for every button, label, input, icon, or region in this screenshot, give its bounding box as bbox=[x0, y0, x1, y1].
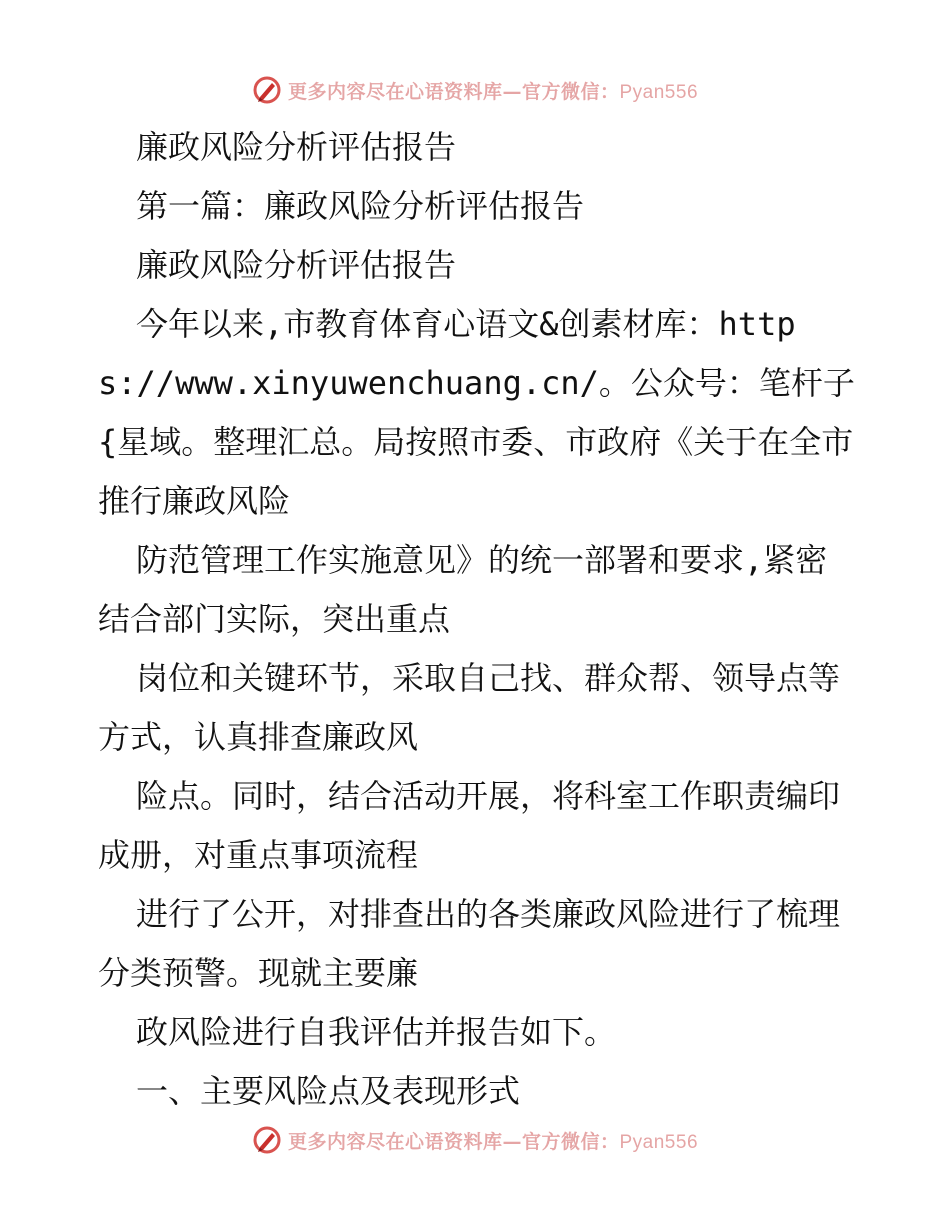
watermark-wechat-id: Pyan556 bbox=[619, 1131, 699, 1153]
watermark-text: 更多内容尽在心语资料库—官方微信： bbox=[287, 1130, 620, 1153]
watermark-label bbox=[288, 77, 698, 104]
watermark-header bbox=[0, 70, 950, 110]
document-body bbox=[98, 118, 858, 1121]
pen-in-circle-logo-icon bbox=[252, 1125, 282, 1155]
watermark-label bbox=[288, 1127, 698, 1154]
watermark-wechat-id: Pyan556 bbox=[619, 81, 699, 103]
body-paragraph: 进行了公开，对排查出的各类廉政风险进行了梳理分类预警。现就主要廉 bbox=[98, 895, 841, 992]
body-paragraph: 险点。同时，结合活动开展，将科室工作职责编印成册，对重点事项流程 bbox=[98, 777, 841, 874]
chapter-heading: 第一篇：廉政风险分析评估报告 bbox=[136, 187, 585, 225]
body-paragraph: 防范管理工作实施意见》的统一部署和要求,紧密结合部门实际，突出重点 bbox=[98, 541, 828, 638]
body-paragraph: 今年以来,市教育体育心语文&创素材库：https://www.xinyuwenchuang.cn/。公众号：笔杆子{星域。整理汇总。局按照市委、市政府《关于在全市推行廉政风险 bbox=[98, 305, 855, 520]
watermark-footer bbox=[0, 1120, 950, 1160]
doc-title: 廉政风险分析评估报告 bbox=[136, 128, 457, 166]
section-heading: 一、主要风险点及表现形式 bbox=[136, 1072, 521, 1110]
pen-in-circle-logo-icon bbox=[252, 75, 282, 105]
body-paragraph: 政风险进行自我评估并报告如下。 bbox=[136, 1013, 617, 1051]
body-paragraph: 岗位和关键环节，采取自己找、群众帮、领导点等方式，认真排查廉政风 bbox=[98, 659, 841, 756]
section-title: 廉政风险分析评估报告 bbox=[136, 246, 457, 284]
watermark-text: 更多内容尽在心语资料库—官方微信： bbox=[287, 80, 620, 103]
